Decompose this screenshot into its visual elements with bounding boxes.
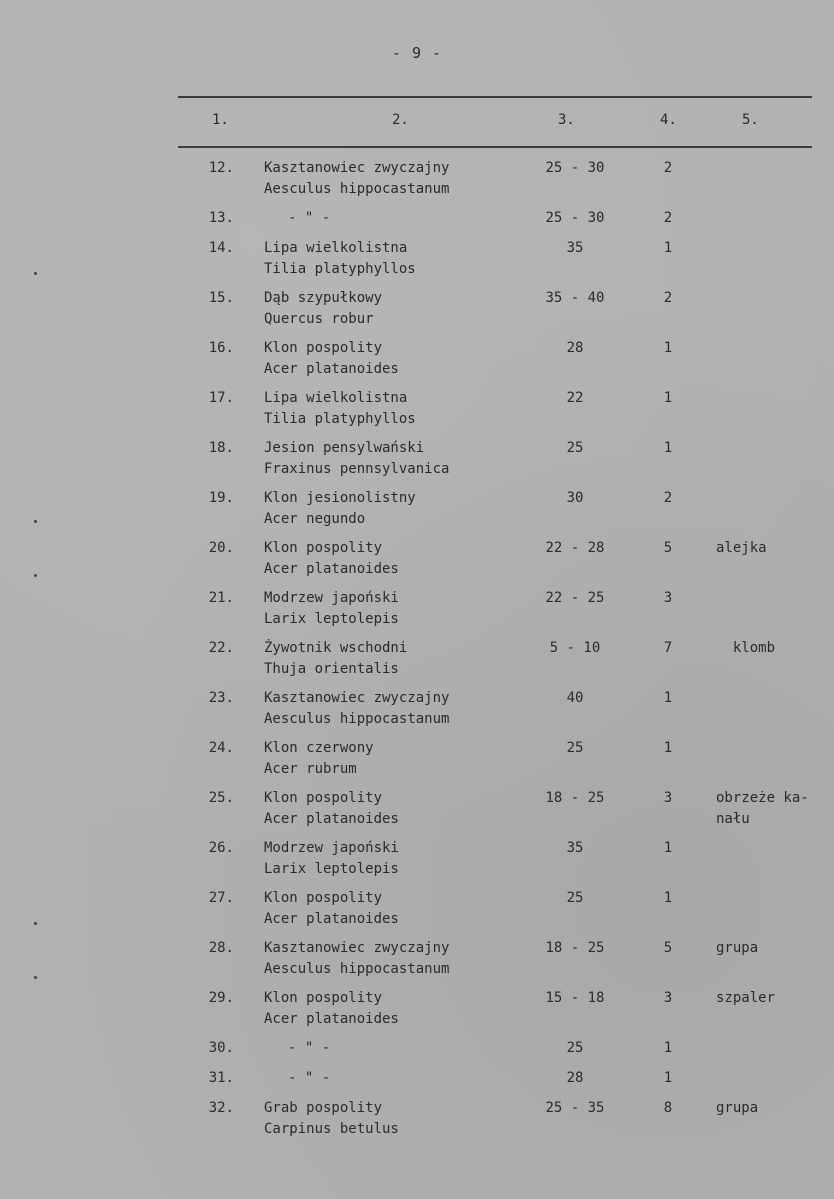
table-row	[0, 438, 834, 488]
latin-name: Aesculus hippocastanum	[264, 181, 450, 197]
row-number: 22.	[208, 640, 234, 656]
row-number: 14.	[208, 240, 234, 256]
latin-name: Carpinus betulus	[264, 1121, 399, 1137]
remarks: klomb	[716, 640, 776, 656]
latin-name: Tilia platyphyllos	[264, 411, 416, 427]
height-range: 28	[566, 1070, 584, 1086]
row-number: 15.	[208, 290, 234, 306]
row-number: 23.	[208, 690, 234, 706]
remarks: alejka	[716, 540, 767, 556]
margin-mark	[34, 976, 37, 979]
row-number: 29.	[208, 990, 234, 1006]
species-name-cell	[264, 738, 374, 780]
column-header-2: 2.	[392, 112, 409, 128]
table-row	[0, 838, 834, 888]
species-name-cell	[264, 238, 416, 280]
species-name-cell	[264, 1038, 330, 1059]
tree-count: 1	[663, 340, 673, 356]
latin-name: Aesculus hippocastanum	[264, 711, 450, 727]
row-number: 21.	[208, 590, 234, 606]
height-range: 15 - 18	[545, 990, 605, 1006]
polish-name: Klon pospolity	[264, 340, 383, 356]
tree-count: 3	[663, 990, 673, 1006]
tree-table-body	[0, 158, 834, 1148]
polish-name: Klon pospolity	[264, 990, 383, 1006]
species-name-cell	[264, 208, 330, 229]
table-row	[0, 158, 834, 208]
height-range: 25	[566, 1040, 584, 1056]
species-name-cell	[264, 888, 399, 930]
latin-name: Acer platanoides	[264, 561, 399, 577]
table-row	[0, 208, 834, 238]
tree-count: 1	[663, 890, 673, 906]
remarks: grupa	[716, 940, 759, 956]
table-row	[0, 888, 834, 938]
polish-name: Lipa wielkolistna	[264, 390, 408, 406]
tree-count: 2	[663, 210, 673, 226]
margin-mark	[34, 272, 37, 275]
table-row	[0, 688, 834, 738]
polish-name: Modrzew japoński	[264, 840, 399, 856]
species-name-cell	[264, 788, 399, 830]
column-header-4: 4.	[660, 112, 677, 128]
height-range: 35	[566, 240, 584, 256]
height-range: 22	[566, 390, 584, 406]
latin-name: Acer rubrum	[264, 761, 357, 777]
table-row	[0, 488, 834, 538]
tree-count: 1	[663, 1040, 673, 1056]
margin-mark	[34, 520, 37, 523]
table-row	[0, 788, 834, 838]
polish-name: Klon pospolity	[264, 890, 383, 906]
remarks: grupa	[716, 1100, 759, 1116]
species-name-cell	[264, 588, 399, 630]
table-row	[0, 338, 834, 388]
table-row	[0, 1098, 834, 1148]
tree-count: 8	[663, 1100, 673, 1116]
table-row	[0, 388, 834, 438]
polish-name: Klon pospolity	[264, 790, 383, 806]
polish-name: Kasztanowiec zwyczajny	[264, 160, 450, 176]
row-number: 32.	[208, 1100, 234, 1116]
polish-name: Jesion pensylwański	[264, 440, 425, 456]
tree-count: 7	[663, 640, 673, 656]
column-header-5: 5.	[742, 112, 759, 128]
row-number: 17.	[208, 390, 234, 406]
species-name-cell	[264, 638, 407, 680]
polish-name: Lipa wielkolistna	[264, 240, 408, 256]
latin-name: Acer platanoides	[264, 1011, 399, 1027]
species-name-cell	[264, 338, 399, 380]
table-top-rule	[178, 96, 812, 98]
row-number: 18.	[208, 440, 234, 456]
height-range: 25	[566, 740, 584, 756]
latin-name: Aesculus hippocastanum	[264, 961, 450, 977]
column-header-1: 1.	[212, 112, 229, 128]
row-number: 12.	[208, 160, 234, 176]
polish-name: Klon czerwony	[264, 740, 374, 756]
table-row	[0, 738, 834, 788]
height-range: 25 - 35	[545, 1100, 605, 1116]
species-name-cell	[264, 988, 399, 1030]
row-number: 27.	[208, 890, 234, 906]
table-row	[0, 938, 834, 988]
species-name-cell	[264, 688, 449, 730]
height-range: 25	[566, 890, 584, 906]
species-name-cell	[264, 1068, 330, 1089]
height-range: 22 - 25	[545, 590, 605, 606]
polish-name: - " -	[288, 210, 331, 226]
polish-name: Modrzew japoński	[264, 590, 399, 606]
height-range: 25 - 30	[545, 160, 605, 176]
tree-count: 2	[663, 490, 673, 506]
column-header-3: 3.	[558, 112, 575, 128]
row-number: 26.	[208, 840, 234, 856]
height-range: 35 - 40	[545, 290, 605, 306]
polish-name: Grab pospolity	[264, 1100, 383, 1116]
species-name-cell	[264, 838, 399, 880]
table-row	[0, 288, 834, 338]
tree-count: 1	[663, 440, 673, 456]
polish-name: - " -	[288, 1070, 331, 1086]
species-name-cell	[264, 388, 416, 430]
height-range: 25 - 30	[545, 210, 605, 226]
tree-count: 1	[663, 740, 673, 756]
polish-name: Klon pospolity	[264, 540, 383, 556]
table-row	[0, 538, 834, 588]
latin-name: Larix leptolepis	[264, 861, 399, 877]
species-name-cell	[264, 1098, 399, 1140]
species-name-cell	[264, 288, 382, 330]
species-name-cell	[264, 488, 416, 530]
table-row	[0, 988, 834, 1038]
height-range: 18 - 25	[545, 790, 605, 806]
tree-count: 1	[663, 1070, 673, 1086]
row-number: 13.	[208, 210, 234, 226]
table-row	[0, 1038, 834, 1068]
remarks: szpaler	[716, 990, 776, 1006]
height-range: 30	[566, 490, 584, 506]
tree-count: 1	[663, 240, 673, 256]
polish-name: Dąb szypułkowy	[264, 290, 383, 306]
latin-name: Quercus robur	[264, 311, 374, 327]
latin-name: Acer platanoides	[264, 811, 399, 827]
row-number: 16.	[208, 340, 234, 356]
species-name-cell	[264, 938, 449, 980]
polish-name: Klon jesionolistny	[264, 490, 416, 506]
latin-name: Acer platanoides	[264, 911, 399, 927]
height-range: 5 - 10	[549, 640, 601, 656]
table-header-rule	[178, 146, 812, 148]
height-range: 25	[566, 440, 584, 456]
table-row	[0, 588, 834, 638]
latin-name: Larix leptolepis	[264, 611, 399, 627]
tree-count: 2	[663, 290, 673, 306]
height-range: 22 - 28	[545, 540, 605, 556]
table-row	[0, 1068, 834, 1098]
height-range: 40	[566, 690, 584, 706]
row-number: 20.	[208, 540, 234, 556]
remarks: obrzeże ka- nału	[716, 790, 809, 827]
polish-name: Żywotnik wschodni	[264, 640, 408, 656]
row-number: 28.	[208, 940, 234, 956]
latin-name: Acer negundo	[264, 511, 366, 527]
latin-name: Thuja orientalis	[264, 661, 399, 677]
height-range: 28	[566, 340, 584, 356]
species-name-cell	[264, 158, 449, 200]
table-row	[0, 638, 834, 688]
polish-name: Kasztanowiec zwyczajny	[264, 940, 450, 956]
row-number: 25.	[208, 790, 234, 806]
tree-count: 3	[663, 590, 673, 606]
margin-mark	[34, 574, 37, 577]
tree-count: 3	[663, 790, 673, 806]
tree-count: 1	[663, 390, 673, 406]
row-number: 31.	[208, 1070, 234, 1086]
tree-count: 1	[663, 690, 673, 706]
row-number: 30.	[208, 1040, 234, 1056]
polish-name: - " -	[288, 1040, 331, 1056]
polish-name: Kasztanowiec zwyczajny	[264, 690, 450, 706]
latin-name: Tilia platyphyllos	[264, 261, 416, 277]
species-name-cell	[264, 538, 399, 580]
row-number: 19.	[208, 490, 234, 506]
table-row	[0, 238, 834, 288]
row-number: 24.	[208, 740, 234, 756]
height-range: 18 - 25	[545, 940, 605, 956]
margin-mark	[34, 922, 37, 925]
tree-count: 5	[663, 940, 673, 956]
height-range: 35	[566, 840, 584, 856]
page-number: - 9 -	[391, 44, 443, 62]
tree-count: 2	[663, 160, 673, 176]
tree-count: 1	[663, 840, 673, 856]
tree-count: 5	[663, 540, 673, 556]
species-name-cell	[264, 438, 449, 480]
latin-name: Fraxinus pennsylvanica	[264, 461, 450, 477]
latin-name: Acer platanoides	[264, 361, 399, 377]
